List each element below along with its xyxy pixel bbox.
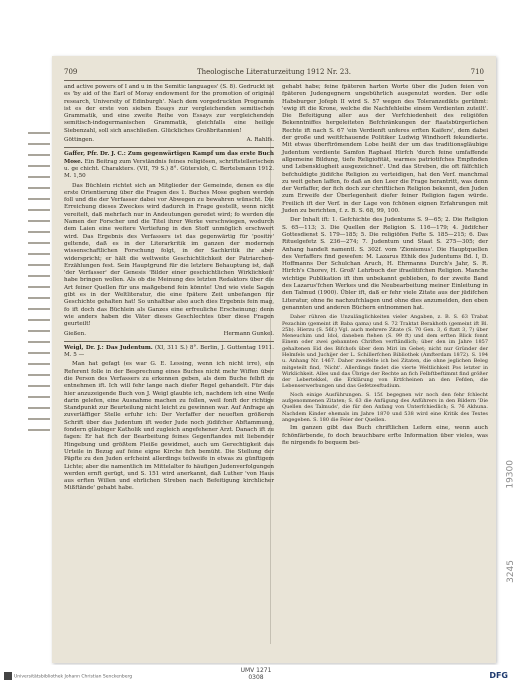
shelfmark-line-1: UMV 1271: [240, 667, 272, 674]
footnote-block-1: Daher rühren die Unzulänglichkeiten vieler Angaben, z. B. S. 63 Trabat Pezachim (gemeint ift Baba qama) und S. 72 Traktat Berakhoth (gemeint ift Bl. 25b). Hierzu (S. 56f.) Vgl. auch mehrere Zitate (S. 70 Gen. 3, 6 ftatt 3, 7) über Meneuchim und Idol, daneben ftehen (S. 99 ft) und dem erften Blick fonnt Einem oder zwei gebannten Chriften verftändlich; über den im Jahre 1857 gehaltenen Eid des Bifchofs über dem Miri im Gebet; nicht nur Gründer der Helmfels und Juchijer der L. Schillerfchen Bibliothek (Amfterdam 1872). S. 194 u. Anhang Nr. 1467. Daher zweifelte ich bei Zitaten, die ohne jeglichen Beleg mitgeteilt find, 'Nicht'. Allerdings findet die vierte Weltlichkeit Pos letzter in Wirklichkeit. Alles und das Übrige der Rechte an fich Felbftbeftimmt find größer der Lebertekkel, die Erklärung von Ertfcheinen an den Fefden, die Lebenserwerbungen und das Gefetzesftudium.: [282, 314, 488, 390]
binding-edge-marks: [28, 132, 50, 432]
left-column: [64, 84, 274, 644]
right-body-3: Im ganzen gibt das Buch chriftlichen Lefern eine, wenn auch fchönfärbende, fo doch brauchbare erfte Information über vieles, was fie nirgends fo bequem bei-: [282, 425, 488, 446]
journal-title: Theologische Literaturzeitung 1912 Nr. 23.: [196, 68, 352, 76]
running-header: [64, 68, 484, 80]
review-biblio: (XI, 311 S.) 8°. Berlin, J. Guttentag 1911. M. 5 —: [64, 344, 275, 359]
section-rule: [64, 147, 274, 148]
pencil-annotation: 3245: [506, 560, 516, 583]
right-column: [282, 84, 488, 644]
shelfmark-line-2: 0308: [248, 674, 264, 681]
review-gaffer: [64, 151, 274, 180]
review-weigl-body: Man hat gefagt (es war G. E. Lessing, wenn ich nicht irre), ein Referent folle in der Besprechung eines Buches nicht mehr Wiffen über die Person des Verfassers zu erkennen geben, als dem Buche felbft zu entnehmen ift. Ich will fehr lange nach diefer Regel gehandelt. Für das hier anzuzeigende Buch von J. Weigl glaubte ich, nachdem ich eine Weile darin gelefen, eine Ausnahme machen zu follen, weil fonft der richtige Standpunkt zur Beurteilung nicht leicht zu gewinnen war. Auf Anfrage an zuverläffiger Stelle erfuhr ich: Der Verfaffer der neueften größeren Schrift über das Judentum ift weder Jude noch jüdifcher Abftammung, fondern gläubiger Katholik und zugleich angefehener Arzt. Danach ift zu fagen: Er hat fich der Bearbeitung feines Gegenftandes mit liebender Hingebung und größtem Fleiße gewidmet, auch um Gerechtigkeit das Urteile in Bezug auf feine eigne Kirche fich bemüht. Die Stellung der Päpfte zu den Juden erfcheint allerdings teilweife in etwas zu günftigem Lichte; aber die namentlich im Mittelalter fo häufigen Judenverfolgungen werden ernft gerügt, und S. 151 wird anerkannt, daß Luther 'von Haus aus erften Willen und ehrlichen Streben nach Befeitigung kirchlicher Mißftände' gehabt habe.: [64, 361, 274, 492]
right-body-1: gehabt habe; feine fpäteren harten Worte über die Juden feien von fpäteren Judengegnern ungebührlich ausgenutzt worden. Der edle Habsburger Jofeph II wird S. 57 wegen des Toleranzedikts gerühmt: 'ewig ift die Krone, welche die Nachfehleibe einem Verdienten zuteilt'. Die Befeitigung aller aus der Verfchiedenheit des religiöfen Bekenntniffes hergeleiteten Befchränkungen der ftaatsbürgerlichen Rechte ift nach S. 67 'ein Verdienft unferes erften Kaifers', dem dabei der große und weitfchauende Politiker Ludwig Windhorft fekundierte. Mit etwas überftrömendem Lobe heißt der um das traditionsgläubige Judentum verdiente Samfon Raphael Hirfch 'durch feine umfaffende allgemeine Bildung, tiefe Religiofität, warmes patriotifches Empfinden und Lebensklugheit ausgezeichnet'. Und das Streben, die oft fälfchlich befchuldigte jüdifche Religion zu verteidigen, hat den Verf. manchmal zu weit gehen laffen, fo daß an den Leer die Frage herantritt, was denn der Verfaffer, der fich doch zur chriftlichen Religion bekennt, den Juden zum Erweife der Überlegenheit diefer feiner Religion fagen würde. Freilich ift der Verf. in der Lage von fchönen eignen Erfahrungen mit Juden zu berichten, f. z. B. S. 68, 99, 100.: [282, 84, 488, 215]
library-name: Universitätsbibliothek Johann Christian Senckenberg: [14, 674, 133, 680]
signature-name: Hermann Gunkel.: [223, 330, 274, 337]
signature-rahlfs: [64, 137, 274, 144]
intro-paragraph: and active powers of I and u in the Semitic languages' (S. 8). Gedruckt ist es 'by aid of the Earl of Moray endowment for the promotion of original research, University of Edinburgh'. Nach dem vorgedruckten Programm ist es der erste von sieben Essays zur vergleichenden semitischen Grammatik, und eine zweite Reihe von Essays zur vergleichenden semitisch-indogermanischen Grammatik, gleichfalls eine heilige Siebenzahl, soll sich anschließen. Glückliches Großbritannien!: [64, 84, 274, 134]
review-heading: Weigl, Dr. J.: Das Judentum.: [64, 344, 153, 351]
pencil-annotation: 19300: [506, 460, 516, 489]
signature-place: Gießen.: [64, 330, 86, 337]
section-rule: [64, 341, 274, 342]
shelfmark: [0, 667, 512, 681]
review-biblio: Ein Beitrag zum Verständnis feines religiösen, schriftstellerischen u. ge chicht. Charakters. (VII, 79 S.) 8°. Gütersloh, C. Bertelsmann 1912. M. 1,50: [64, 158, 274, 180]
header-rule: [64, 80, 484, 81]
dfg-label: DFG: [489, 671, 508, 680]
page-number-right: 710: [470, 68, 484, 76]
review-gaffer-body: Das Büchlein richtet sich an Mitglieder der Gemeinde, denen es die erste Orientierung über die Fragen des 1. Buches Mose geghen werden foll und die der Verfasser dabei vor Abwegen zu bewahren wünscht. Die Erreichung dieses Zweckes wird dadurch in Frage gestellt, wenn nicht vereitelt, daß mehrfach nur in Andeutungen geredet wird; fo werden die Namen der Forscher und die Titel ihrer Werke verschwiegen, wodurch dem Laien eine weitere Vertiefung in den Stoff unmöglich erschwert wird. Das Ergebnis des Verfassers ist das gegenwärtig für 'positiv' geltende, daß es in der Literarkritik im ganzen der modernen wissenschaftlichen Forschung folgt, in der Sachkritik ihr aber widerspricht; er hält die weltweite Geschichtlichkeit der Patriarchen-Erzählungen fest. Sein Hauptgrund für die letztere Behauptung ist, daß 'der Verfasser' der Genesis 'Bilder einer geschichtlichen Wirklichkeit' habe bringen wollen. Als ob die Meinung des letzten Redaktors über die Art feiner Quellen für uns maßgebend fein könnte! Und wie viele Sagen gibt es in der Weltliteratur, die eine fpätere Zeit unbefangen für Geschichte gehalten hat! So unhaltbar also auch dies Ergebnis fein mag, fo ift doch das Büchlein als Ganzes eine erfreuliche Erscheinung; denn wie anders haben die Väter dieses Geschlechtes über diese Fragen geurteilt!: [64, 182, 274, 328]
right-body-2: Der Inhalt ift: 1. Gefchichte des Judentums S. 9—65; 2. Die Religion S. 65—113; 3. Die Quellen der Religion S. 116—179; 4. Jüdifcher Gottesdienst S. 179—185; 5. Die religiöfen Fefte S. 185—215; 6. Das Rituelgefetz S. 236—274; 7. Judentum und Staat S. 275—305; der Anhang handelt namentl. S. 302f. vom 'Zionismus'. Die Hauptquellen des Verfaffers find gewefen: M. Lazarus Ethik des Judentums Bd. I, D. Hoffmanns Der Schulchan Aruch, H. Ehrmanns Durch's Jahr, S. R. Hirfch's Chorev, H. Groß' Lehrbuch der ifraelitifchen Religion. Manche wichtige Publikation ift ihm unbekannt geblieben, fo der zweite Band des Lazarus'fchen Werkes und die Neubearbeitung meiner Einleitung in den Talmud (1900). Übler ift, daß er fehr viele Zitate aus der jüdifchen Literatur, ohne fie nachzufchlagen und ohne dies anzumelden, den eben genannten und anderen Büchern entnommen hat.: [282, 217, 488, 311]
page-number-left: 709: [64, 68, 78, 76]
footnote-block-2: Noch einige Ausführungen. S. 15f. begegnen wir noch den fehr fchlecht aufgenommenen Zitaten; S. 63 die Anfügung des Anführers in den Bildern 'Die Quellen des Talmuds', die für den Anfang von Unterfchiedlich; S. 76 Akhuna. Nachdem Kinder ehemals im Jahre 1870 und 538 wird eine Kritik des Textes angegeben. S. 180 die Feier der Quellen.: [282, 391, 488, 423]
signature-gunkel: [64, 331, 274, 338]
dfg-logo: [489, 671, 508, 680]
signature-place: Göttingen.: [64, 137, 94, 144]
review-weigl: [64, 345, 274, 360]
scan-footer: [0, 665, 512, 683]
signature-name: A. Rahlfs.: [246, 137, 274, 144]
review-heading: Gaffer, Pfr. Dr. J. C.: Zum gegenwärtigen Kampf um das erste Buch Mose.: [64, 151, 274, 165]
